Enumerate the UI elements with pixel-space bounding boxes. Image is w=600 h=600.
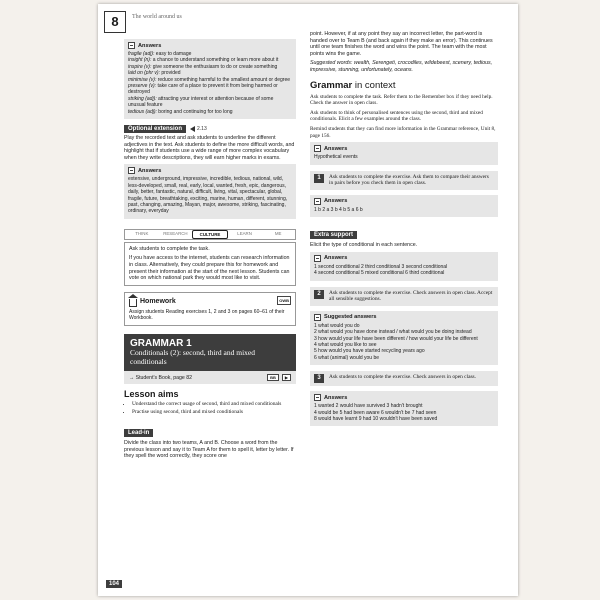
audio-track[interactable]: 2.13	[190, 126, 207, 132]
exercise-step-3	[310, 371, 498, 386]
definition-term: tedious (adj):	[128, 108, 157, 115]
key-icon	[314, 198, 321, 205]
grammar-context-text-1: Ask students to complete the task. Refer them to the Remember box if they need help. Check the answer in open class.	[310, 93, 493, 107]
answer-line: 4 second conditional 5 mixed conditional 6 third conditional	[314, 270, 445, 277]
definition-item	[128, 96, 292, 109]
lesson-aims-title: Lesson aims	[124, 389, 179, 400]
definition-term: preserve (v):	[128, 83, 157, 90]
skills-tabs	[124, 229, 296, 240]
answer-line: 6 what (animal) would you be	[314, 354, 380, 361]
step-number: 2	[314, 290, 324, 299]
homework-heading: Homework	[129, 296, 291, 307]
step-text: Ask students to complete the exercise. Check answers in open class. Accept all sensible suggestions.	[329, 289, 493, 303]
step-number: 3	[314, 374, 324, 383]
key-icon	[128, 42, 135, 49]
lead-in-continued: point. However, if at any point they say an incorrect letter, the part-word is handed over to Team B (and back again if they make an error). This continues until one team finishes the word and wins the point. The team with the most points wins the game.	[310, 31, 493, 57]
owb-badge: OWB	[279, 297, 289, 303]
exercise-step-1	[310, 171, 498, 190]
answer-line: 3 how would your life have been different / how would your life be different	[314, 335, 478, 342]
answer-line: 5 how would you have started recycling years ago	[314, 348, 425, 355]
key-icon	[314, 314, 321, 321]
definition-term: laid on (phr v):	[128, 70, 160, 77]
suggested-words: Suggested words: wealth, Serengeti, crocodiles, wildebeest, scenery, tedious, impressive, stunning, unfortunately, oceans.	[310, 60, 493, 73]
optional-extension-header	[124, 125, 296, 133]
key-icon	[314, 145, 321, 152]
culture-text-1: Ask students to complete the task.	[129, 245, 210, 252]
culture-text-2: If you have access to the internet, students can research information in class. Alternatively, they could prepare this for homework and present their information at the start of the next lesson. Students can vote on which national park they would most like to visit.	[129, 255, 290, 282]
grammar-context-text-3: Remind students that they can find more information in the Grammar reference, Unit 8, page 156.	[310, 125, 496, 139]
answer-text: 1 b 2 a 3 b 4 b 5 a 6 b	[314, 206, 363, 213]
exercise-step-2	[310, 287, 498, 306]
textbook-page	[98, 4, 518, 596]
left-column	[124, 39, 296, 463]
tab-research: RESEARCH	[163, 230, 188, 236]
step-text: Ask students to complete the exercise. Ask them to compare their answers in pairs before you check them in open class.	[329, 173, 489, 187]
definition-item	[128, 109, 292, 115]
answers-definitions-box	[124, 39, 296, 119]
page-number: 104	[106, 580, 122, 588]
sb-ref-text: → Student's Book, page 82	[129, 374, 192, 381]
grammar-title: GRAMMAR 1	[130, 338, 192, 350]
unit-number-badge: 8	[104, 11, 126, 33]
tab-learn: LEARN	[237, 230, 252, 236]
definition-term: minimise (v):	[128, 76, 157, 83]
grammar-subtitle: Conditionals (2): second, third and mixed conditionals	[130, 348, 255, 366]
unit-title: The world around us	[132, 14, 182, 20]
answers-hypothetical-box: Answers Hypothetical events	[310, 142, 498, 164]
answers-heading: Answers	[128, 42, 292, 49]
answer-text: Hypothetical events	[314, 154, 358, 161]
extra-support-label: Extra support	[310, 231, 357, 239]
homework-text: Assign students Reading exercises 1, 2 and 3 on pages 60–61 of their Workbook.	[129, 308, 285, 322]
definition-term: insight (n):	[128, 57, 152, 64]
answers-adjectives-box	[124, 164, 296, 218]
lead-in-text: Divide the class into two teams, A and B. Choose a word from the previous lesson and say it to Team A for them to spell it, letter by letter. If they spell the word correctly, they score one	[124, 440, 294, 460]
suggested-answers-box: Suggested answers 1 what would you do 2 what would you have done instead / what would you be doing instead 3 how would your life have been different / how would your life be different 4 what would you like to see 5 how would you have started recycling years ago 6 what (animal) would you be	[310, 311, 498, 365]
definition-meaning: a chance to understand something or learn more about it	[151, 57, 279, 64]
bb-badge: BB	[267, 374, 279, 381]
definition-term: striking (adj):	[128, 95, 157, 102]
key-icon	[314, 394, 321, 401]
tab-think: THINK	[135, 230, 149, 236]
answer-line: 1 second conditional 2 third conditional 3 second conditional	[314, 263, 448, 270]
step-number: 1	[314, 174, 324, 183]
answer-line: 8 would have learnt 9 had 10 wouldn't have been saved	[314, 415, 438, 422]
lead-in-label: Lead-in	[124, 429, 153, 437]
answer-line: 4 would be 5 had been aware 6 wouldn't be 7 had seen	[314, 409, 437, 416]
answers-exercise-1-box: Answers 1 b 2 a 3 b 4 b 5 a 6 b	[310, 195, 498, 217]
optional-extension-label: Optional extension	[124, 125, 186, 133]
definition-meaning: attracting your interest or attention because of some unusual feature	[128, 95, 274, 109]
optional-extension-text: Play the recorded text and ask students to underline the different adjectives in the text. Ask students to define the more difficult words, and highlight that if students use a wide range of more complex vocabulary when they write descriptions, they will earn higher marks in exams.	[124, 135, 295, 161]
answer-line: 1 what would you do	[314, 322, 360, 329]
tab-me: ME	[274, 230, 282, 236]
definitions-list	[128, 51, 292, 115]
definition-term: fragile (adj):	[128, 51, 155, 57]
grammar-context-text-2: Ask students to think of personalised sentences using the second, third and mixed conditionals. Elicit a few examples around the class.	[310, 109, 483, 123]
video-icon: ▶	[282, 374, 291, 381]
answers-extra-support-box: Answers 1 second conditional 2 third conditional 3 second conditional 4 second conditional 5 mixed conditional 6 third conditional	[310, 252, 498, 281]
answer-line: 1 wanted 2 would have survived 3 hadn't brought	[314, 403, 423, 410]
definition-meaning: boring and continuing for too long	[156, 108, 233, 115]
homework-box	[124, 292, 296, 326]
lesson-aims-list	[124, 401, 296, 415]
adjectives-answer: extensive, underground, impressive, incredible, tedious, national, wild, less-developed, small, real, early, local, wanted, fresh, epic, dangerous, daily, better, fantastic, natural, difficult, living, vital, spectacular, global, fragile, future, breathtaking, exciting, marine, human, different, stunning, past, changing, amazing, Mayan, major, awesome, striking, fascinating, ordinary, everyday	[128, 176, 288, 215]
speaker-icon	[190, 126, 195, 132]
definition-meaning: give someone the enthusiasm to do or create something	[151, 63, 278, 70]
house-icon	[129, 299, 137, 307]
definition-meaning: reduce something harmful to the smallest amount or degree	[156, 76, 291, 83]
grammar-header	[124, 334, 296, 371]
grammar-in-context-title: Grammar in context	[310, 79, 396, 91]
tab-culture: CULTURE	[192, 230, 228, 239]
lesson-aim: • Practise using second, third and mixed conditionals	[132, 409, 296, 416]
answer-line: 2 what would you have done instead / what would you be doing instead	[314, 329, 472, 336]
key-icon	[314, 255, 321, 262]
key-icon	[128, 167, 135, 174]
definition-meaning: provided	[159, 70, 181, 77]
definition-item	[128, 83, 292, 96]
right-column	[310, 31, 498, 432]
definition-term: inspire (v):	[128, 63, 152, 70]
extra-support-text: Elicit the type of conditional in each sentence.	[310, 242, 418, 249]
definition-meaning: take care of a place to prevent it from being harmed or destroyed	[128, 83, 278, 96]
step-text: Ask students to complete the exercise. Check answers in open class.	[329, 374, 477, 381]
students-book-reference	[124, 371, 296, 384]
answer-line: 4 what would you like to see	[314, 341, 377, 348]
answers-heading: Answers	[128, 167, 292, 174]
answers-exercise-3-box: Answers 1 wanted 2 would have survived 3 hadn't brought 4 would be 5 had been aware 6 wouldn't be 7 had seen 8 would have learnt 9 had 10 wouldn't have been saved	[310, 391, 498, 426]
lesson-aim: • Understand the correct usage of second, third and mixed conditionals	[132, 401, 296, 408]
culture-box	[124, 242, 296, 286]
definition-meaning: easy to damage	[154, 51, 192, 57]
